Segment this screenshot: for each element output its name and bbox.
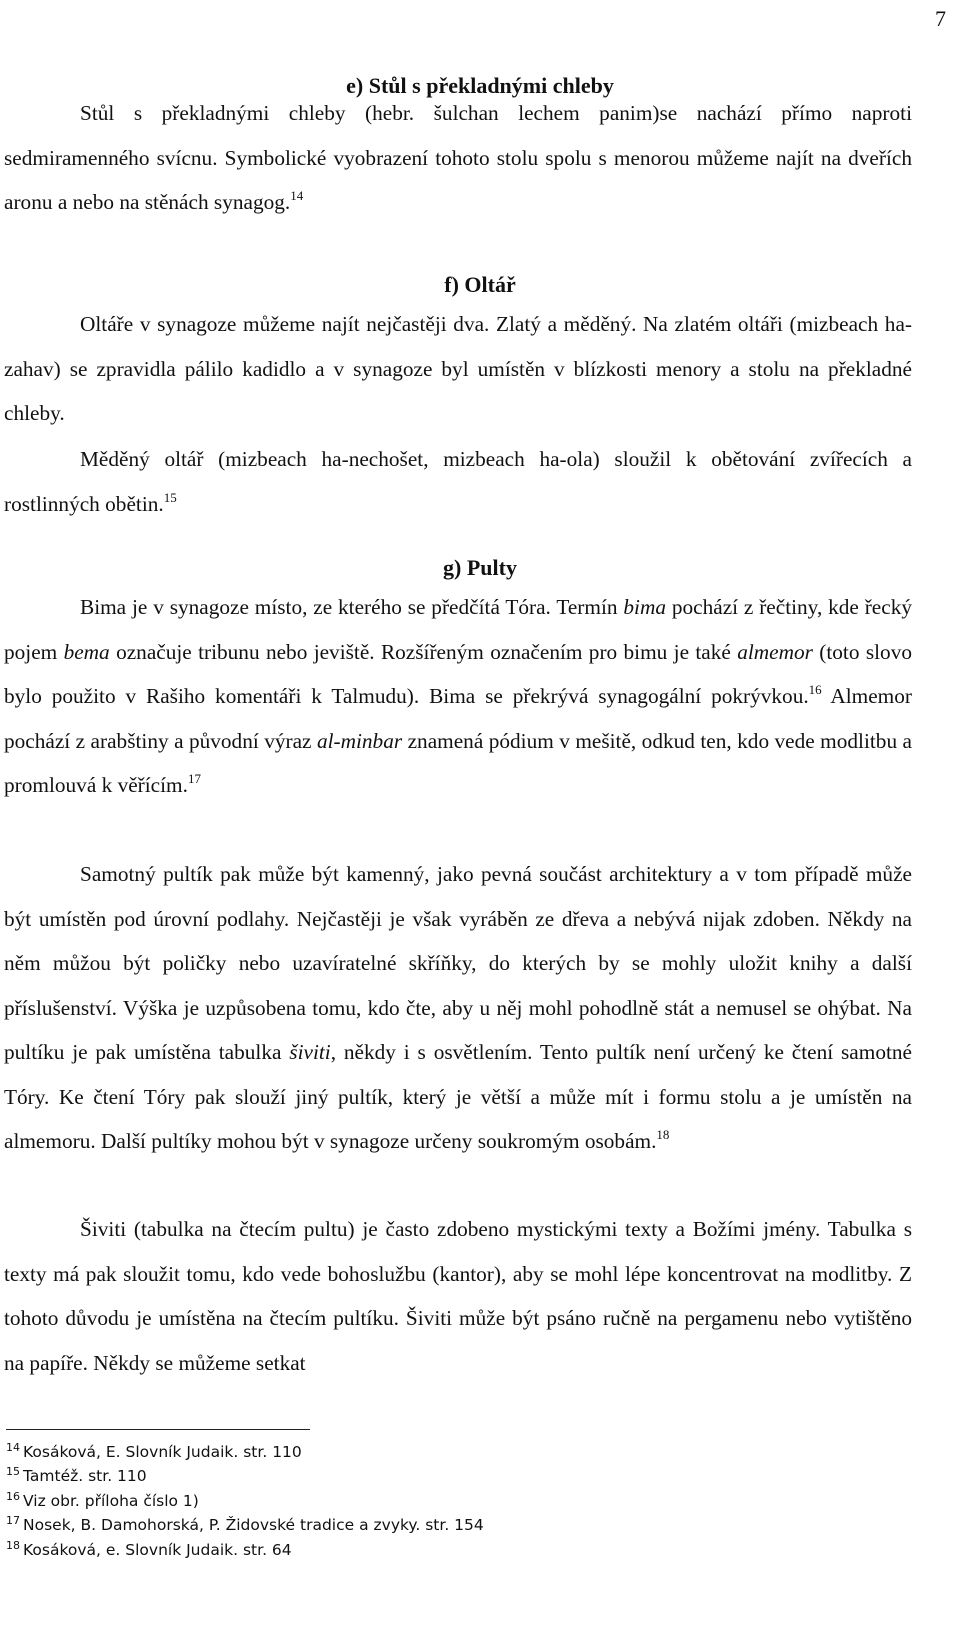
page-number: 7 [935,6,946,31]
footnote-ref[interactable]: 18 [656,1126,670,1142]
footnote [6,1464,906,1488]
footnote [6,1440,906,1464]
term-al-minbar: al-minbar [316,728,403,753]
para-text: Almemor pochází z arabštiny a původní výraz [4,684,912,753]
footnote [6,1513,906,1537]
footnote-ref[interactable]: 15 [163,489,177,505]
term-almemor: almemor [737,639,813,664]
footnote-text: Viz obr. příloha číslo 1) [23,1491,199,1510]
footnote-number: 15 [6,1465,20,1479]
footnote-ref[interactable]: 17 [187,770,201,786]
para-text: označuje tribunu nebo jeviště. Rozšířeným označením pro bimu je také [109,639,738,664]
paragraph-siviti [4,1207,912,1385]
para-text: Oltáře v synagoze můžeme najít nejčastěji dva. Zlatý a měděný. Na zlatém oltáři (mizbeach ha-zahav) se zpravidla pálilo kadidlo a v synagoze byl umístěn v blízkosti menory a stolu na překladné chleby. [4,312,912,425]
footnote-text: Kosáková, e. Slovník Judaik. str. 64 [23,1540,292,1559]
footnote-text: Tamtéž. str. 110 [23,1467,147,1486]
para-text: Bima je v synagoze místo, ze kterého se předčítá Tóra. Termín [80,595,624,619]
footnote-separator [6,1429,310,1430]
para-text: (toto slovo bylo použito v Rašiho komentáři k Talmudu). Bima se překrývá synagogální pokrývkou. [4,639,912,708]
footnote-number: 17 [6,1514,20,1528]
heading-lecterns: g) Pulty [443,555,517,580]
paragraph-table-showbread [4,91,912,225]
term-siviti: šiviti [289,1040,331,1064]
footnote-number: 16 [6,1489,20,1503]
para-text: pochází z řečtiny, kde řecký pojem [4,595,913,664]
footnote [6,1489,906,1513]
heading-table-showbread: e) Stůl s překladnými chleby [346,73,614,98]
footnote-text: Kosáková, E. Slovník Judaik. str. 110 [23,1443,302,1461]
footnote-number: 18 [6,1538,20,1552]
footnote-ref[interactable]: 14 [290,187,304,203]
paragraph-altar-1 [4,302,912,436]
paragraph-lectern [4,852,912,1164]
footnote-number: 14 [6,1440,20,1454]
para-text: Měděný oltář (mizbeach ha-nechošet, mizbeach ha-ola) sloužil k obětování zvířecích a rostlinných obětin. [4,447,912,516]
footnote-text: Nosek, B. Damohorská, P. Židovské tradice a zvyky. str. 154 [23,1516,484,1535]
paragraph-bima [4,585,912,808]
footnote [6,1538,906,1562]
para-text: Šiviti (tabulka na čtecím pultu) je často zdobeno mystickými texty a Božími jmény. Tabulka s texty má pak sloužit tomu, kdo vede bohoslužbu (kantor), aby se mohl lépe koncentrovat na modlitby. Z tohoto důvodu je umístěna na čtecím pultíku. Šiviti může být psáno ručně na pergamenu nebo vytištěno na papíře. Někdy se můžeme setkat [4,1217,912,1375]
para-text: znamená pódium v mešitě, odkud ten, kdo vede modlitbu a promlouvá k věřícím. [4,728,912,797]
heading-altar: f) Oltář [444,272,516,297]
footnote-ref[interactable]: 16 [808,681,822,697]
para-text: , někdy i s osvětlením. Tento pultík není určený ke čtení samotné Tóry. Ke čtení Tóry pak slouží jiný pultík, který je větší a může mít i formu stolu a je umístěn na almemoru. Další pultíky mohou být v synagoze určeny soukromým osobám. [4,1040,912,1153]
para-text: Stůl s překladnými chleby (hebr. šulchan lechem panim)se nachází přímo naproti sedmiramenného svícnu. Symbolické vyobrazení tohoto stolu spolu s menorou můžeme najít na dveřích aronu a nebo na stěnách synagog. [4,101,912,214]
para-text: Samotný pultík pak může být kamenný, jako pevná součást architektury a v tom případě může být umístěn pod úrovní podlahy. Nejčastěji je však vyráběn ze dřeva a nebývá nijak zdoben. Někdy na něm můžou být poličky nebo uzavíratelné skříňky, do kterých by se mohly uložit knihy a další příslušenství. Výška je uzpůsobena tomu, kdo čte, aby u něj mohl pohodlně stát a nemusel se ohýbat. Na pultíku je pak umístěna tabulka [4,862,912,1064]
term-bema: bema [63,639,110,664]
paragraph-altar-2 [4,437,912,526]
term-bima: bima [623,595,666,619]
footnotes [6,1440,906,1562]
